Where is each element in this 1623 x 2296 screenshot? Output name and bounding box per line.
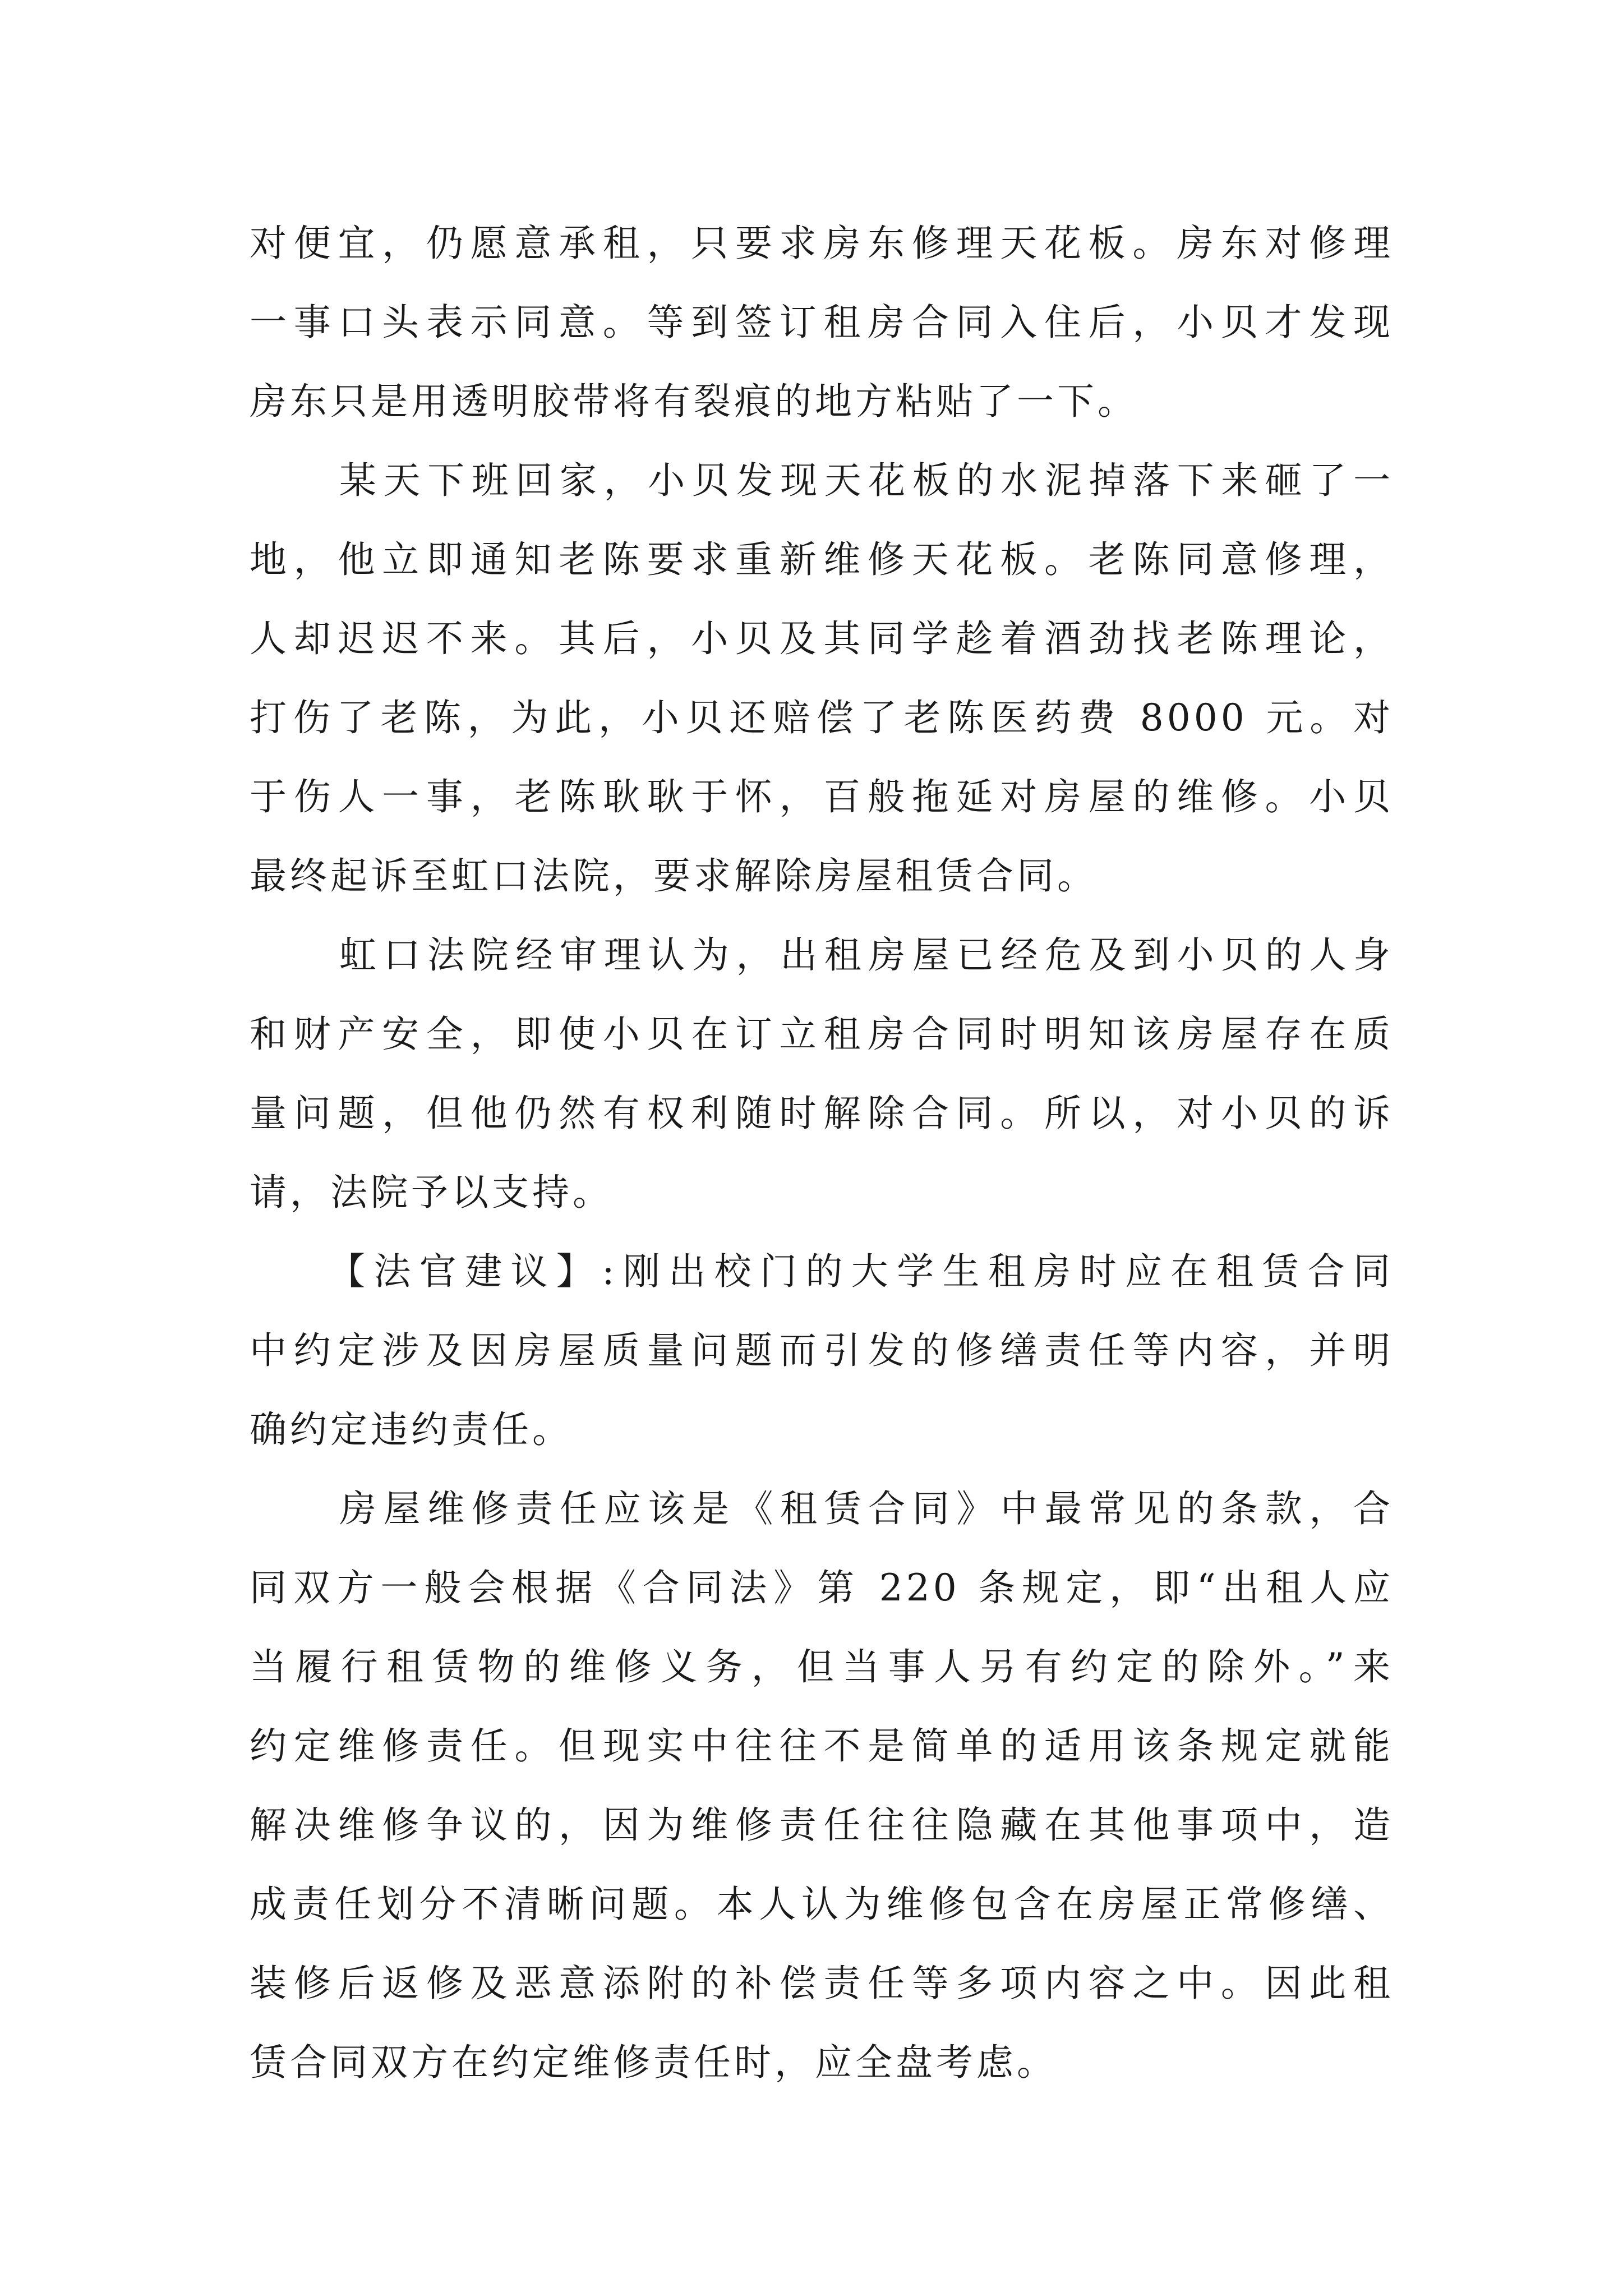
text-line: 一事口头表示同意。等到签订租房合同入住后，小贝才发现 bbox=[250, 301, 1394, 344]
text-line: 对便宜，仍愿意承租，只要求房东修理天花板。房东对修理 bbox=[250, 222, 1394, 265]
text-line: 地，他立即通知老陈要求重新维修天花板。老陈同意修理， bbox=[250, 538, 1394, 581]
text-line: 解决维修争议的，因为维修责任往往隐藏在其他事项中，造 bbox=[250, 1803, 1394, 1847]
text-line: 中约定涉及因房屋质量问题而引发的修缮责任等内容，并明 bbox=[250, 1329, 1394, 1372]
text-line: 房东只是用透明胶带将有裂痕的地方粘贴了一下。 bbox=[250, 380, 1138, 423]
text-line: 成责任划分不清晰问题。本人认为维修包含在房屋正常修缮、 bbox=[250, 1883, 1394, 1926]
text-line: 赁合同双方在约定维修责任时，应全盘考虑。 bbox=[250, 2041, 1057, 2084]
text-line: 打伤了老陈，为此，小贝还赔偿了老陈医药费 8000 元。对 bbox=[250, 696, 1394, 739]
text-line: 于伤人一事，老陈耿耿于怀，百般拖延对房屋的维修。小贝 bbox=[250, 775, 1394, 818]
text-line: 确约定违约责任。 bbox=[250, 1408, 573, 1451]
text-line: 最终起诉至虹口法院，要求解除房屋租赁合同。 bbox=[250, 854, 1098, 898]
text-line: 同双方一般会根据《合同法》第 220 条规定，即“出租人应 bbox=[250, 1566, 1394, 1609]
text-line: 装修后返修及恶意添附的补偿责任等多项内容之中。因此租 bbox=[250, 1962, 1394, 2005]
judge-advice-heading-line: 【法官建议】:刚出校门的大学生租房时应在租赁合同 bbox=[328, 1250, 1394, 1293]
paragraph-first-line: 某天下班回家，小贝发现天花板的水泥掉落下来砸了一 bbox=[339, 459, 1394, 502]
text-line: 人却迟迟不来。其后，小贝及其同学趁着酒劲找老陈理论， bbox=[250, 617, 1394, 660]
text-line: 请，法院予以支持。 bbox=[250, 1171, 613, 1214]
paragraph-first-line: 虹口法院经审理认为，出租房屋已经危及到小贝的人身 bbox=[339, 933, 1394, 977]
text-line: 量问题，但他仍然有权利随时解除合同。所以，对小贝的诉 bbox=[250, 1092, 1394, 1135]
text-line: 和财产安全，即使小贝在订立租房合同时明知该房屋存在质 bbox=[250, 1013, 1394, 1056]
paragraph-first-line: 房屋维修责任应该是《租赁合同》中最常见的条款，合 bbox=[339, 1487, 1394, 1530]
text-line: 当履行租赁物的维修义务，但当事人另有约定的除外。”来 bbox=[250, 1645, 1394, 1688]
text-line: 约定维修责任。但现实中往往不是简单的适用该条规定就能 bbox=[250, 1724, 1394, 1768]
